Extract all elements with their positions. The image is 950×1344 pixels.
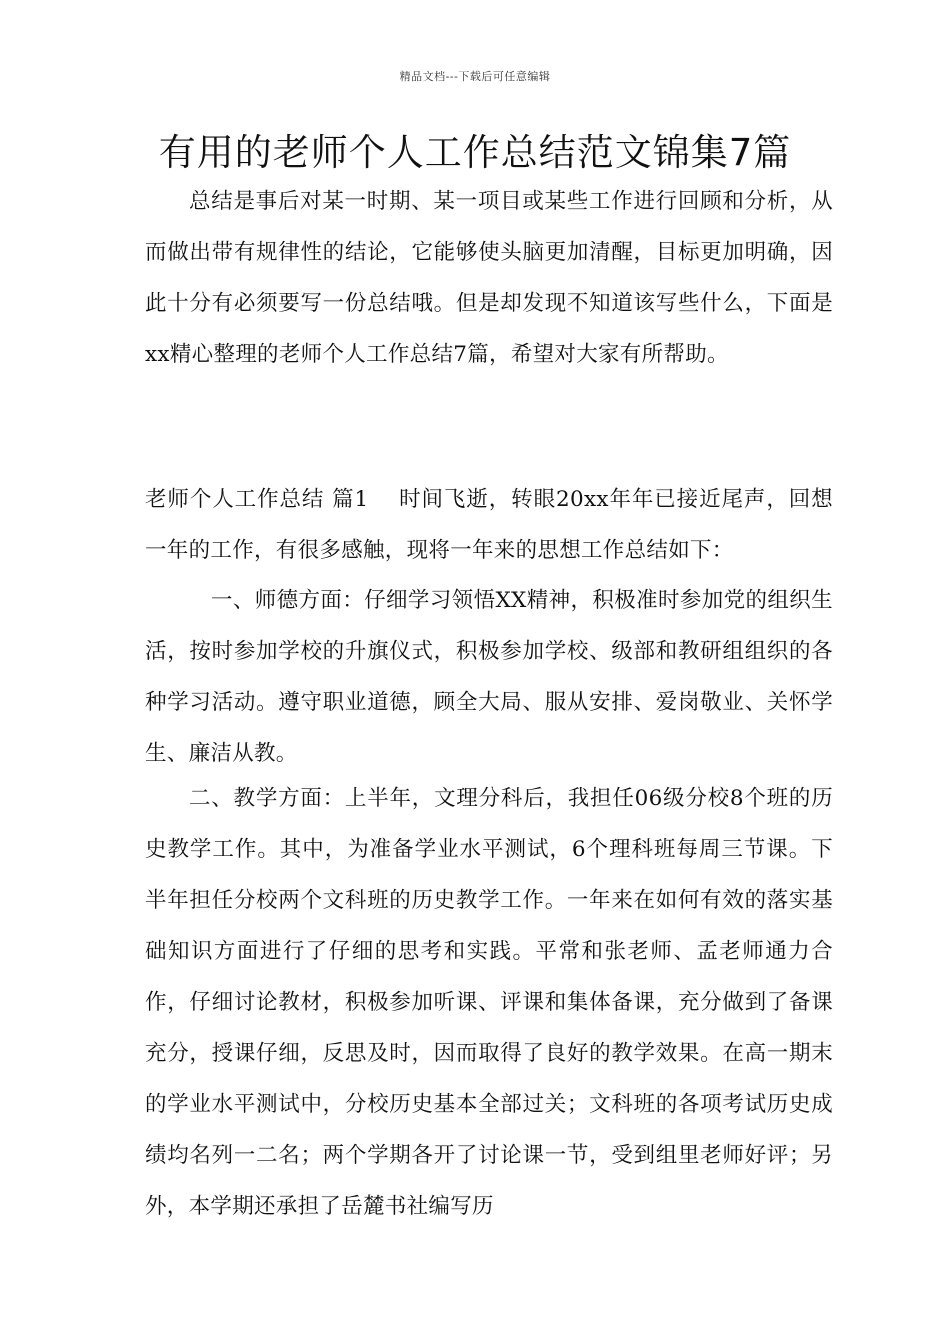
point-one-paragraph: 一、师德方面：仔细学习领悟XX精神，积极准时参加党的组织生活，按时参加学校的升旗仪式，积极参加学校、级部和教研组组织的各种学习活动。遵守职业道德，顾全大局、服从安排、爱岗敬业、关怀学生、廉洁从教。 [145, 588, 833, 766]
point-two-paragraph: 二、教学方面：上半年，文理分科后，我担任06级分校8个班的历史教学工作。其中，为准备学业水平测试，6个理科班每周三节课。下半年担任分校两个文科班的历史教学工作。一年来在如何有效的落实基础知识方面进行了仔细的思考和实践。平常和张老师、孟老师通力合作，仔细讨论教材，积极参加听课、评课和集体备课，充分做到了备课充分，授课仔细，反思及时，因而取得了良好的教学效果。在高一期末的学业水平测试中，分校历史基本全部过关；文科班的各项考试历史成绩均名列一二名；两个学期各开了讨论课一节，受到组里老师好评；另外，本学期还承担了岳麓书社编写历 [145, 786, 833, 1219]
section-1-lead: 时间飞逝，转眼20xx年年已接近尾声，回想一年的工作，有很多感触，现将一年来的思想工作总结如下： [145, 487, 833, 563]
section-1-heading: 老师个人工作总结 篇1 [145, 487, 369, 512]
intro-paragraph: 总结是事后对某一时期、某一项目或某些工作进行回顾和分析，从而做出带有规律性的结论，它能够使头脑更加清醒，目标更加明确，因此十分有必须要写一份总结哦。但是却发现不知道该写些什么，下面是xx精心整理的老师个人工作总结7篇，希望对大家有所帮助。 [145, 189, 833, 367]
page-title: 有用的老师个人工作总结范文锦集7篇 [158, 131, 792, 174]
header-note: 精品文档---下载后可任意编辑 [399, 70, 551, 83]
section-1-paragraph [145, 474, 833, 576]
